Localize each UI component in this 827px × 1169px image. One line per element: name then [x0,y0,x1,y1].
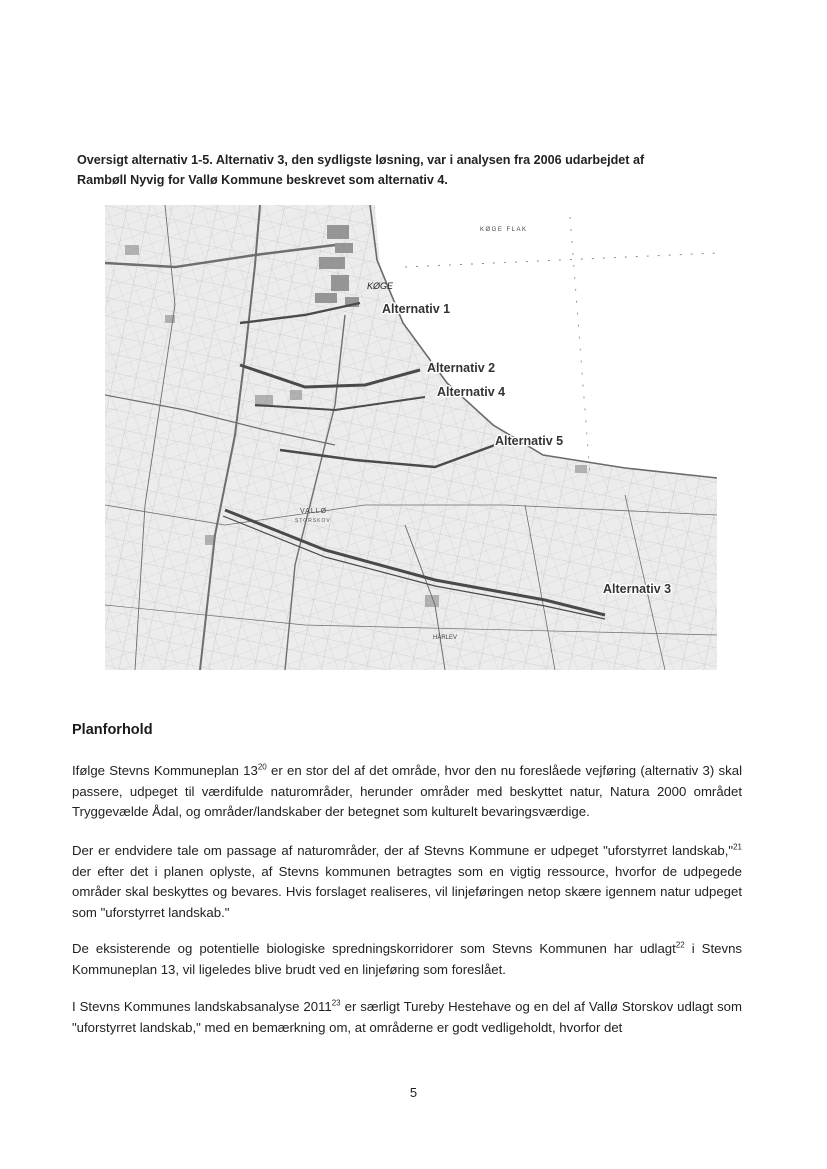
map-label-koge: KØGE [367,281,394,291]
paragraph-3-text-a: De eksisterende og potentielle biologiske spredningskorridorer som Stevns Kommunen har udlagt [72,941,676,956]
page-number: 5 [409,1085,418,1100]
map-label-vallo: VALLØ [300,508,328,515]
paragraph-4-text-b: er særligt Tureby Hestehave og en del af Vallø Storskov udlagt som "uforstyrret landskab," med en bemærkning om, at områderne er godt vedligeholdt, hvorfor det [72,999,742,1035]
map-label-alternativ-1: Alternativ 1 [382,302,451,316]
caption-line-1: Oversigt alternativ 1-5. Alternativ 3, den sydligste løsning, var i analysen fra 2006 udarbejdet af [77,153,645,167]
section-heading: Planforhold [72,722,153,738]
map-label-alternativ-4: Alternativ 4 [437,385,506,399]
paragraph-1-text-a: Ifølge Stevns Kommuneplan 13 [72,763,258,778]
map-label-alternativ-2: Alternativ 2 [427,361,496,375]
map-label-koge-flak: KØGE FLAK [480,227,528,233]
paragraph-3 [72,939,742,980]
map-label-alternativ-5: Alternativ 5 [495,434,564,448]
paragraph-2-text-a: Der er endvidere tale om passage af naturområder, der af Stevns Kommune er udpeget "uforstyrret landskab," [72,843,734,858]
paragraph-1-text-b: er en stor del af det område, hvor den nu foreslåede vejføring (alternativ 3) skal passere, udpeget til værdifulde naturområder, herunder områder med beskyttet natur, Natura 2000 området Tryggevælde Ådal, og områder/landskaber der betegnet som kulturelt bevaringsværdige. [72,763,742,820]
map-label-storskov: STORSKOV [295,518,331,524]
footnote-ref-22: 22 [675,940,685,950]
map-label-alternativ-3: Alternativ 3 [603,582,672,596]
map-label-harlev: HÅRLEV [433,635,458,641]
footnote-ref-21: 21 [733,842,742,852]
footnote-ref-23: 23 [331,998,341,1008]
paragraph-2 [72,841,742,923]
caption-line-2: Rambøll Nyvig for Vallø Kommune beskrevet som alternativ 4. [77,173,448,187]
paragraph-1 [72,761,742,823]
paragraph-2-text-b: der efter det i planen oplyste, af Stevns kommunen betragtes som en vigtig ressource, hvorfor de udpegede områder skal beskyttes og bevares. Hvis forslaget realiseres, vil linjeføringen netop skære igennem natur udpeget som "uforstyrret landskab." [72,863,742,920]
paragraph-3-text-b: i Stevns Kommuneplan 13, vil ligeledes blive brudt ved en linjeføring som foreslået. [72,941,742,977]
footnote-ref-20: 20 [257,762,267,772]
route-alternatives-map [105,205,717,670]
paragraph-4 [72,997,742,1038]
paragraph-4-text-a: I Stevns Kommunes landskabsanalyse 2011 [72,999,332,1014]
figure-caption [77,150,727,190]
